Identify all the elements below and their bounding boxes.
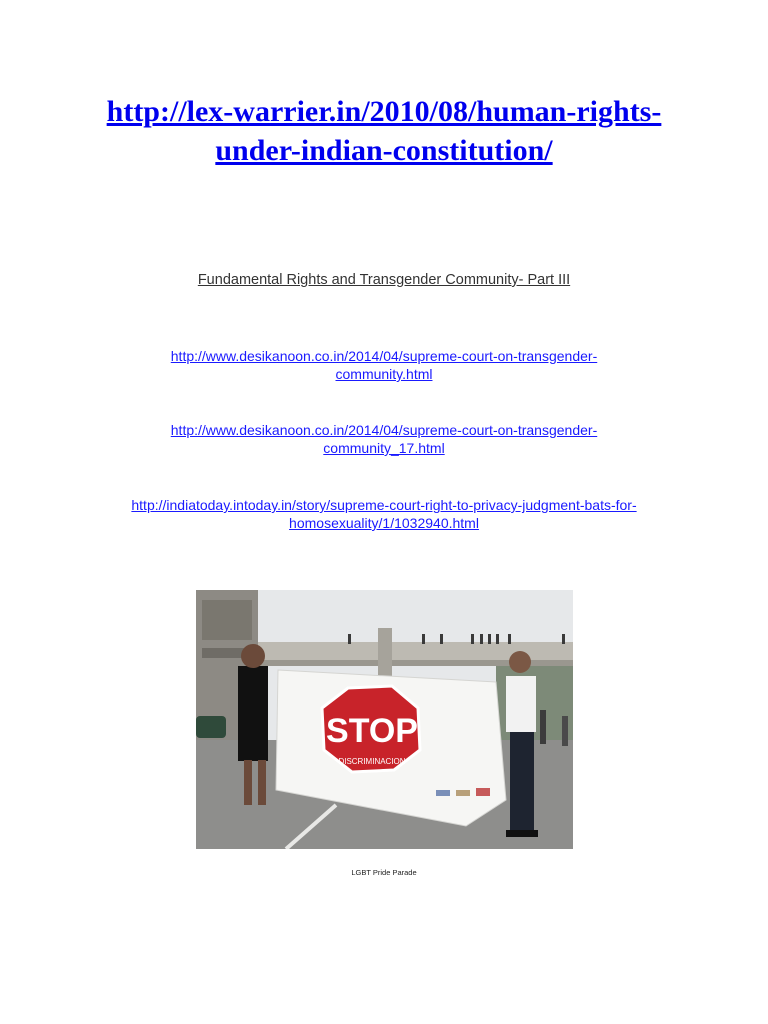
title-link-line1: http://lex-warrier.in/2010/08/human-rights-: [106, 95, 662, 128]
title-link-line2: under-indian-constitution/: [215, 134, 553, 167]
title-link[interactable]: [60, 92, 708, 170]
link-desikanoon-1[interactable]: [40, 347, 728, 383]
photo-caption: LGBT Pride Parade: [351, 868, 417, 877]
link-desikanoon-2[interactable]: [40, 421, 728, 457]
stop-sign-text: STOP: [326, 712, 418, 750]
link-indiatoday[interactable]: [40, 496, 728, 532]
stop-sign-subtext: DISCRIMINACION: [338, 757, 406, 766]
link-line2: community_17.html: [323, 440, 445, 456]
section-subtitle: Fundamental Rights and Transgender Community- Part III: [197, 272, 571, 288]
link-line1: http://indiatoday.intoday.in/story/supreme-court-right-to-privacy-judgment-bats-for-: [131, 497, 637, 513]
link-line1: http://www.desikanoon.co.in/2014/04/supreme-court-on-transgender-: [170, 422, 598, 438]
link-line2: community.html: [335, 366, 433, 382]
link-line2: homosexuality/1/1032940.html: [289, 515, 479, 531]
pride-parade-photo: [196, 590, 573, 849]
link-line1: http://www.desikanoon.co.in/2014/04/supreme-court-on-transgender-: [170, 348, 598, 364]
